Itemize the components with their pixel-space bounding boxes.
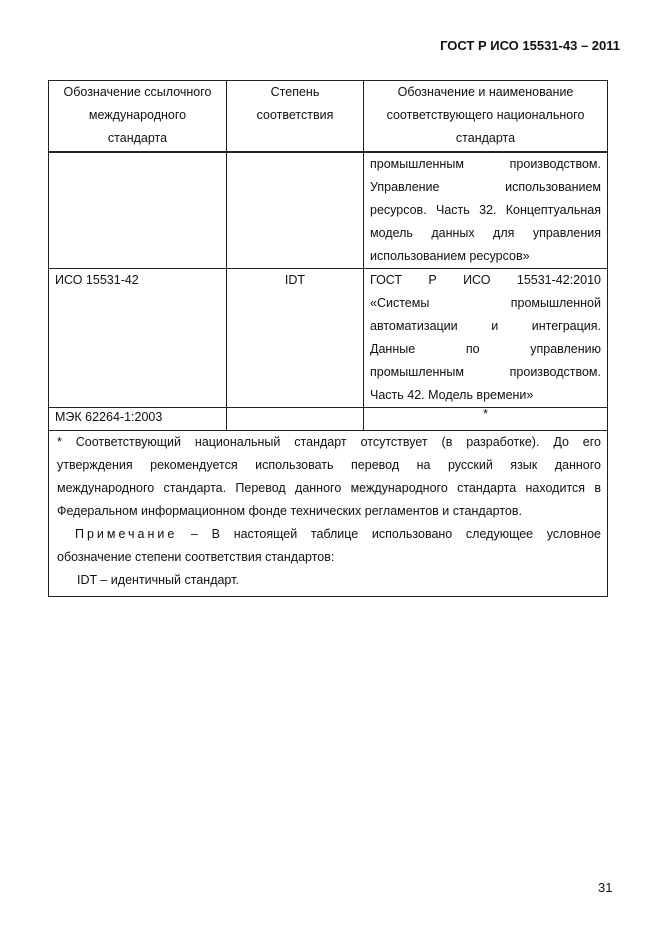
- table-row: [49, 408, 608, 431]
- cell-ref: ИСО 15531-42: [49, 269, 227, 408]
- cell-degree: [227, 408, 364, 431]
- table-header-row: [49, 81, 608, 153]
- note-label: Примечание: [75, 527, 178, 541]
- footnote-line: утверждения рекомендуется использовать перевод на русский язык данного: [57, 458, 601, 472]
- cell-degree: IDT: [227, 269, 364, 408]
- footnote-cell: [49, 431, 608, 597]
- idt-legend: IDT – идентичный стандарт.: [77, 573, 239, 587]
- footnote-line: международного стандарта. Перевод данного международного стандарта находится в: [57, 481, 601, 495]
- cell-ref: [49, 152, 227, 269]
- cell-national: [364, 408, 608, 431]
- cell-national: промышленным производством. Управление использованием ресурсов. Часть 32. Концептуальная модель данных для управления использованием ресурсов»: [364, 152, 608, 269]
- note-text: – В настоящей таблице использовано следующее условное: [191, 527, 601, 541]
- note-line: обозначение степени соответствия стандартов:: [57, 550, 335, 564]
- footnote-line: Федеральном информационном фонде технических регламентов и стандартов.: [57, 504, 522, 518]
- table-row: [49, 269, 608, 408]
- table-row: [49, 152, 608, 269]
- page-number: 31: [598, 880, 613, 895]
- footnote-marker: *: [483, 407, 488, 421]
- cell-degree: [227, 152, 364, 269]
- header-ref-standard: Обозначение ссылочного международного стандарта: [49, 81, 227, 153]
- note-line: [57, 523, 601, 546]
- cell-ref: МЭК 62264-1:2003: [49, 408, 227, 431]
- footnote-line: * Соответствующий национальный стандарт отсутствует (в разработке). До его: [57, 435, 601, 449]
- reference-standards-table: [48, 80, 608, 597]
- header-national-standard: Обозначение и наименование соответствующего национального стандарта: [364, 81, 608, 153]
- document-header: ГОСТ Р ИСО 15531-43 – 2011: [440, 38, 620, 53]
- footnote-row: [49, 431, 608, 597]
- cell-national: ГОСТ Р ИСО 15531-42:2010 «Системы промышленной автоматизации и интеграция. Данные по управлению промышленным производством. Часть 42. Модель времени»: [364, 269, 608, 408]
- header-degree: Степень соответствия: [227, 81, 364, 153]
